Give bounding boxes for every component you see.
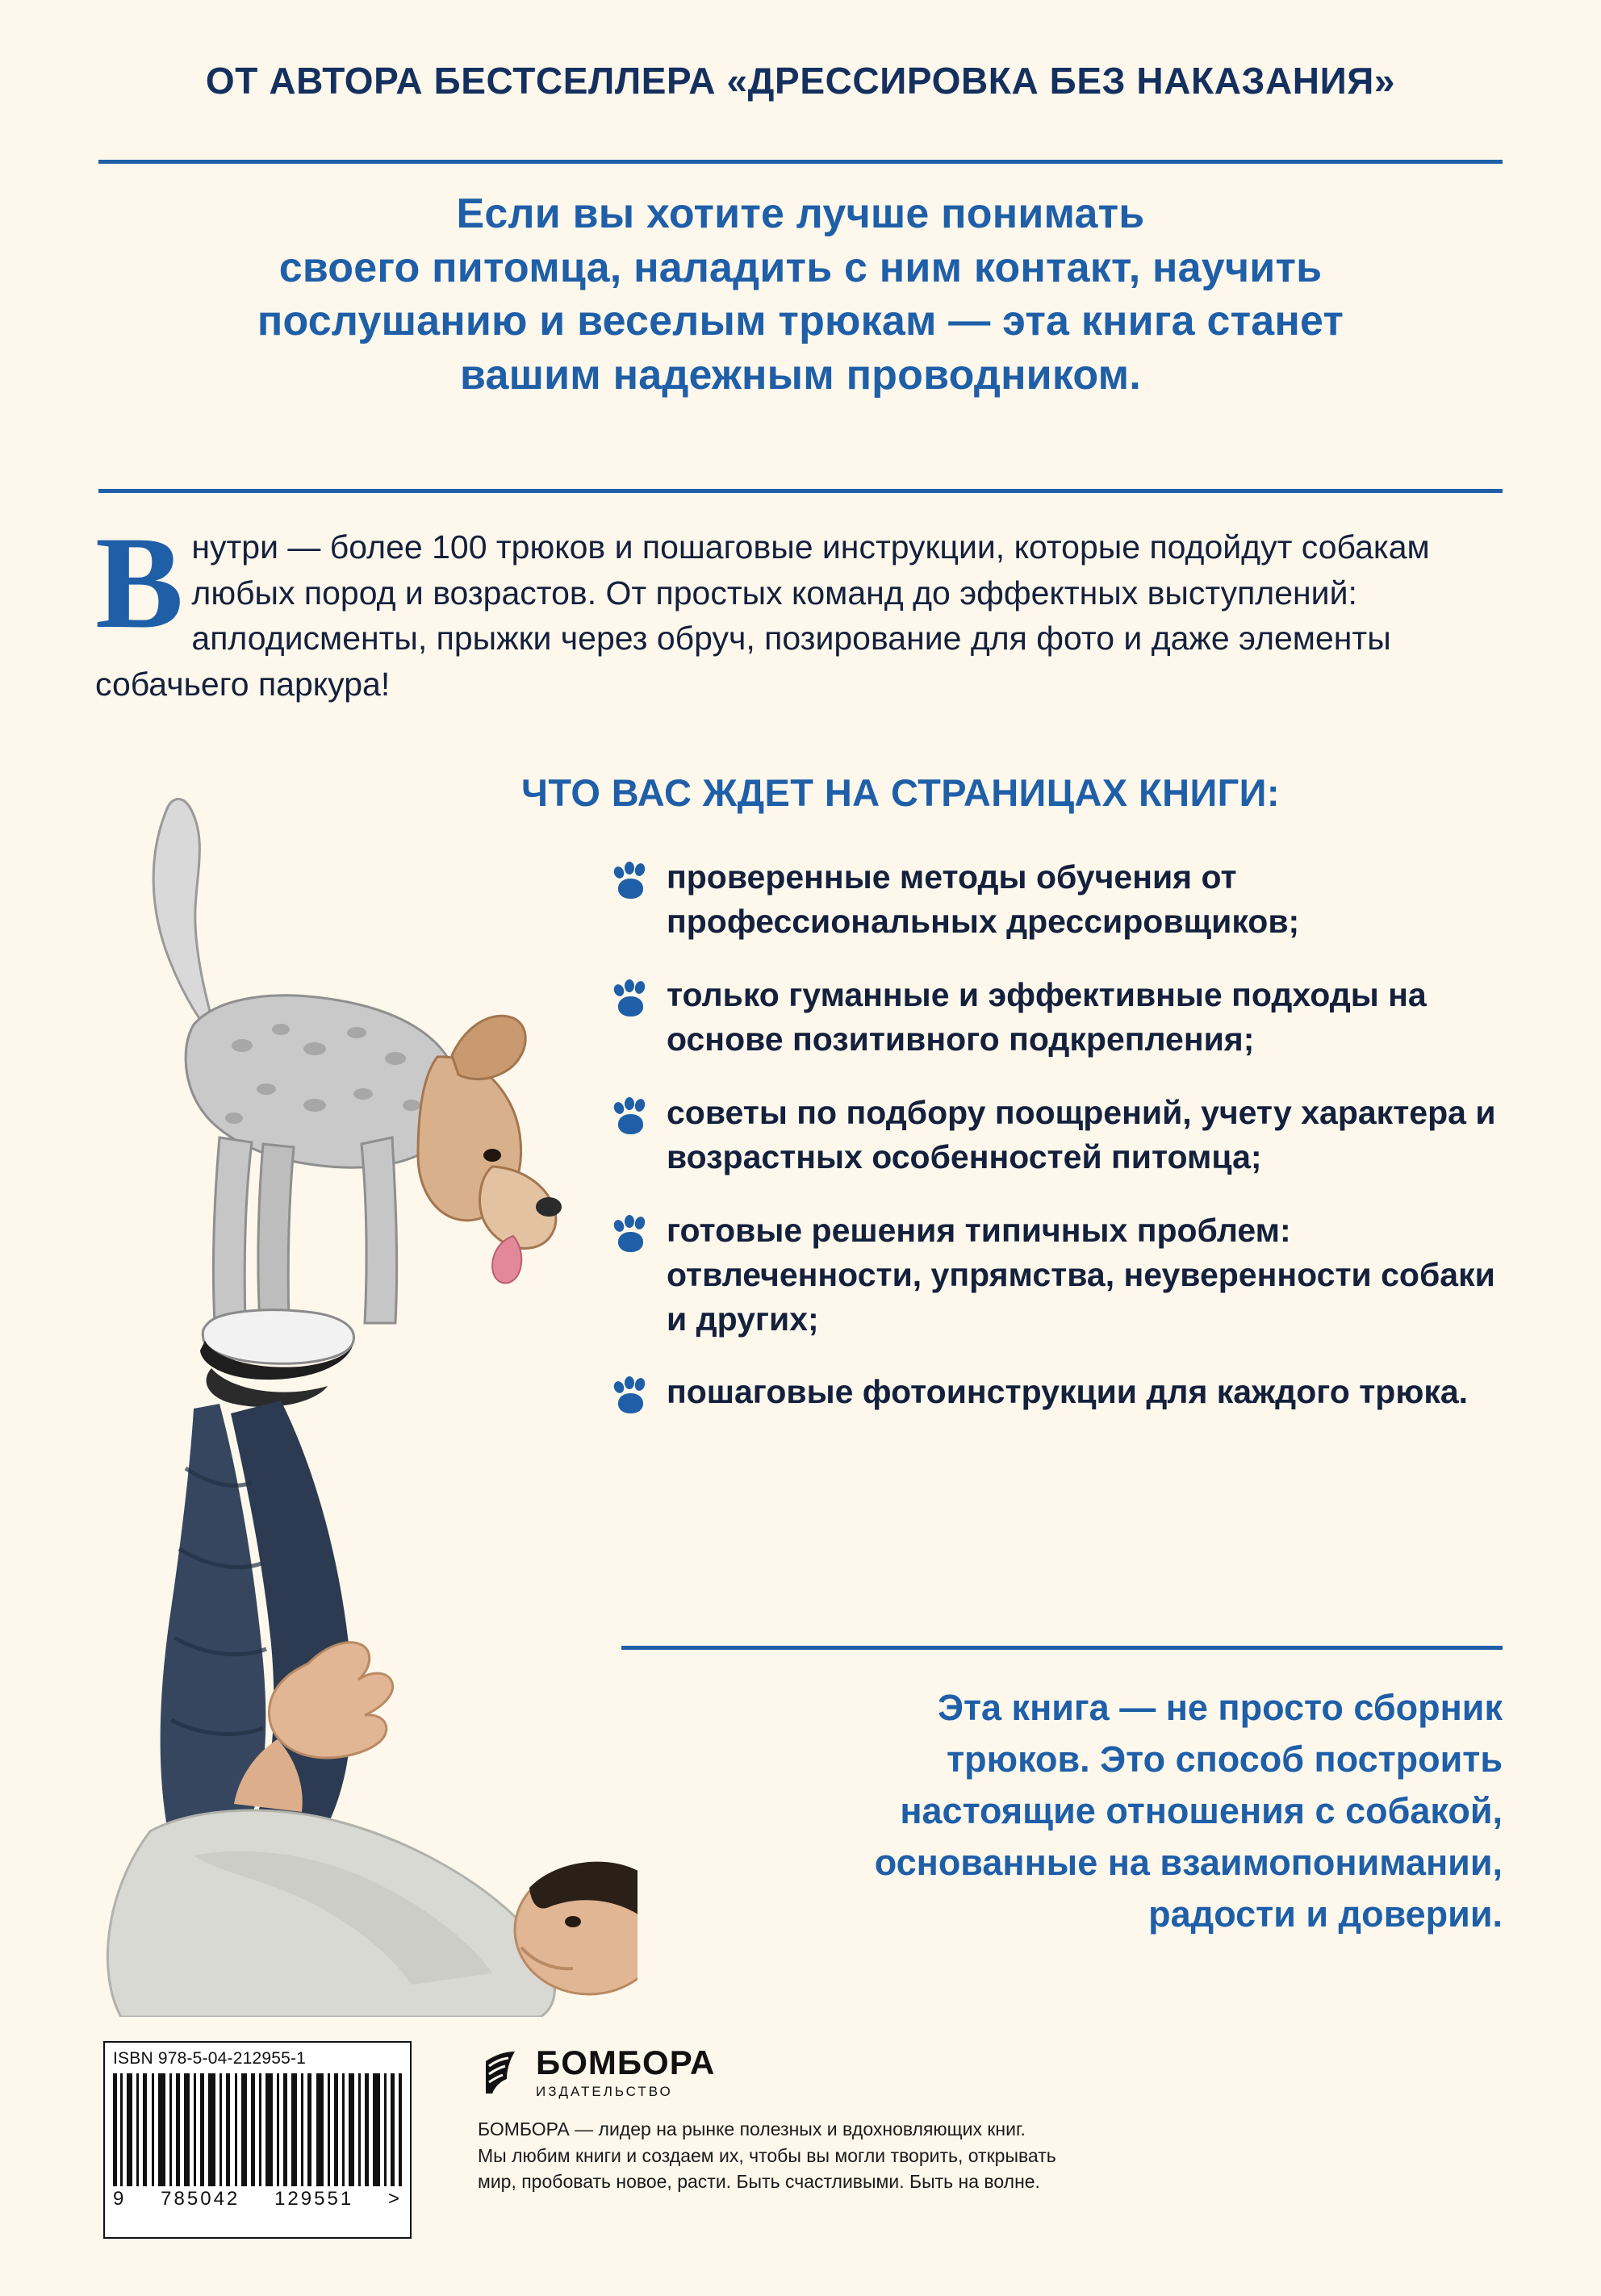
paw-icon — [613, 862, 649, 900]
barcode-digit-right: 129551 — [274, 2188, 354, 2210]
isbn-text: ISBN 978-5-04-212955-1 — [113, 2049, 307, 2068]
publisher-blurb — [478, 2116, 1123, 2195]
publisher-blurb-line-2: Мы любим книги и создаем их, чтобы вы могли творить, открывать — [478, 2144, 1056, 2166]
intro-text: нутри — более 100 трюков и пошаговые инструкции, которые подойдут собакам любых пород и возрастов. От простых команд до эффектных выступлений: аплодисменты, прыжки через обруч, позирование для фото и даже элементы собачьего паркура! — [95, 528, 1430, 703]
section-heading: ЧТО ВАС ЖДЕТ НА СТРАНИЦАХ КНИГИ: — [521, 771, 1280, 814]
list-item — [613, 973, 1509, 1062]
barcode-digit-mid: 785042 — [161, 2188, 240, 2210]
closing-paragraph — [621, 1682, 1503, 1939]
paw-icon — [613, 1097, 649, 1136]
drop-cap: В — [95, 510, 184, 656]
list-item-label: пошаговые фотоинструкции для каждого трюка. — [667, 1373, 1469, 1411]
paw-icon — [613, 979, 649, 1018]
closing-line-3: настоящие отношения с собакой, — [900, 1789, 1503, 1831]
list-item-label: только гуманные и эффективные подходы на основе позитивного подкрепления; — [667, 975, 1427, 1058]
publisher-subtitle: ИЗДАТЕЛЬСТВО — [536, 2084, 673, 2099]
list-item-label: проверенные методы обучения от профессиональных дрессировщиков; — [667, 858, 1300, 940]
intro-paragraph — [95, 510, 1507, 707]
list-item-label: готовые решения типичных проблем: отвлеченности, упрямства, неуверенности собаки и других; — [667, 1211, 1495, 1338]
cover-photo — [73, 758, 637, 2017]
publisher-header — [478, 2043, 1446, 2100]
divider-lower — [621, 1646, 1503, 1650]
lead-line-1: Если вы хотите лучше понимать — [456, 190, 1145, 237]
barcode-digit-left: 9 — [113, 2188, 127, 2210]
list-item — [613, 1209, 1509, 1342]
publisher-block — [478, 2043, 1446, 2195]
top-banner — [0, 0, 1601, 161]
list-item-label: советы по подбору поощрений, учету характера и возрастных особенностей питомца; — [667, 1093, 1496, 1175]
closing-line-2: трюков. Это способ построить — [947, 1738, 1503, 1780]
publisher-blurb-line-3: мир, пробовать новое, расти. Быть счастливыми. Быть на волне. — [478, 2171, 1040, 2193]
top-banner-text: ОТ АВТОРА БЕСТСЕЛЛЕРА «ДРЕССИРОВКА БЕЗ НАКАЗАНИЯ» — [205, 60, 1396, 102]
divider-middle — [98, 489, 1503, 493]
lead-line-3: послушанию и веселым трюкам — эта книга станет — [257, 298, 1344, 345]
list-item — [613, 855, 1509, 944]
lead-line-2: своего питомца, наладить с ним контакт, научить — [278, 244, 1323, 291]
barcode-digits — [113, 2188, 402, 2210]
closing-line-4: основанные на взаимопонимании, — [874, 1841, 1503, 1883]
barcode-digit-end: > — [387, 2188, 402, 2210]
paw-icon — [613, 1376, 649, 1415]
publisher-name: БОМБОРА — [536, 2043, 716, 2081]
lead-line-4: вашим надежным проводником. — [459, 351, 1141, 399]
benefits-list — [613, 855, 1509, 1444]
publisher-blurb-line-1: БОМБОРА — лидер на рынке полезных и вдохновляющих книг. — [478, 2119, 1026, 2139]
paw-icon — [613, 1215, 649, 1254]
barcode-bars — [113, 2073, 402, 2186]
lead-paragraph — [98, 187, 1503, 402]
barcode — [103, 2041, 412, 2239]
closing-line-5: радости и доверии. — [1148, 1893, 1503, 1935]
bombora-logo-icon — [478, 2048, 525, 2098]
list-item — [613, 1370, 1509, 1415]
list-item — [613, 1091, 1509, 1179]
closing-line-1: Эта книга — не просто сборник — [937, 1687, 1503, 1728]
divider-top — [98, 160, 1503, 164]
